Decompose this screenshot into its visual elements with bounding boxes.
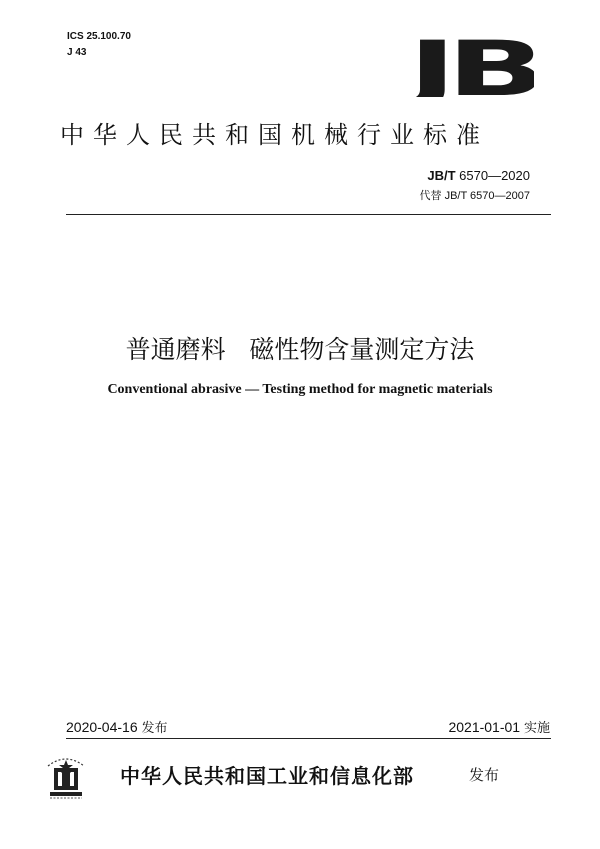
standard-prefix: JB/T <box>427 168 456 183</box>
english-title: Conventional abrasive — Testing method for magnetic materials <box>107 382 493 397</box>
ics-code: ICS 25.100.70 <box>67 31 131 42</box>
implementation-date: 2021-01-01 <box>448 719 521 735</box>
issue-date: 2020-04-16 <box>66 719 138 735</box>
top-divider <box>66 214 551 215</box>
standard-number-value: 6570—2020 <box>459 168 530 183</box>
replaces-label: 代替 <box>419 189 442 202</box>
chinese-title: 普通磨料 磁性物含量测定方法 <box>125 335 475 364</box>
jb-logo <box>412 33 534 97</box>
replaces-value: JB/T 6570—2007 <box>444 190 530 202</box>
classification-code: J 43 <box>67 47 87 58</box>
issue-date-line <box>66 717 168 736</box>
ministry-emblem <box>44 750 88 804</box>
publish-label: 发布 <box>469 766 500 784</box>
bottom-divider <box>66 738 551 739</box>
issue-label: 发布 <box>141 721 168 736</box>
implementation-date-line <box>448 717 550 736</box>
implementation-label: 实施 <box>523 721 550 736</box>
ministry-name: 中华人民共和国工业和信息化部 <box>120 764 414 788</box>
organization-title: 中华人民共和国机械行业标准 <box>60 121 489 149</box>
standard-number <box>427 168 530 183</box>
replaces-line <box>420 187 530 203</box>
jb-logo-text: JB <box>412 33 534 97</box>
